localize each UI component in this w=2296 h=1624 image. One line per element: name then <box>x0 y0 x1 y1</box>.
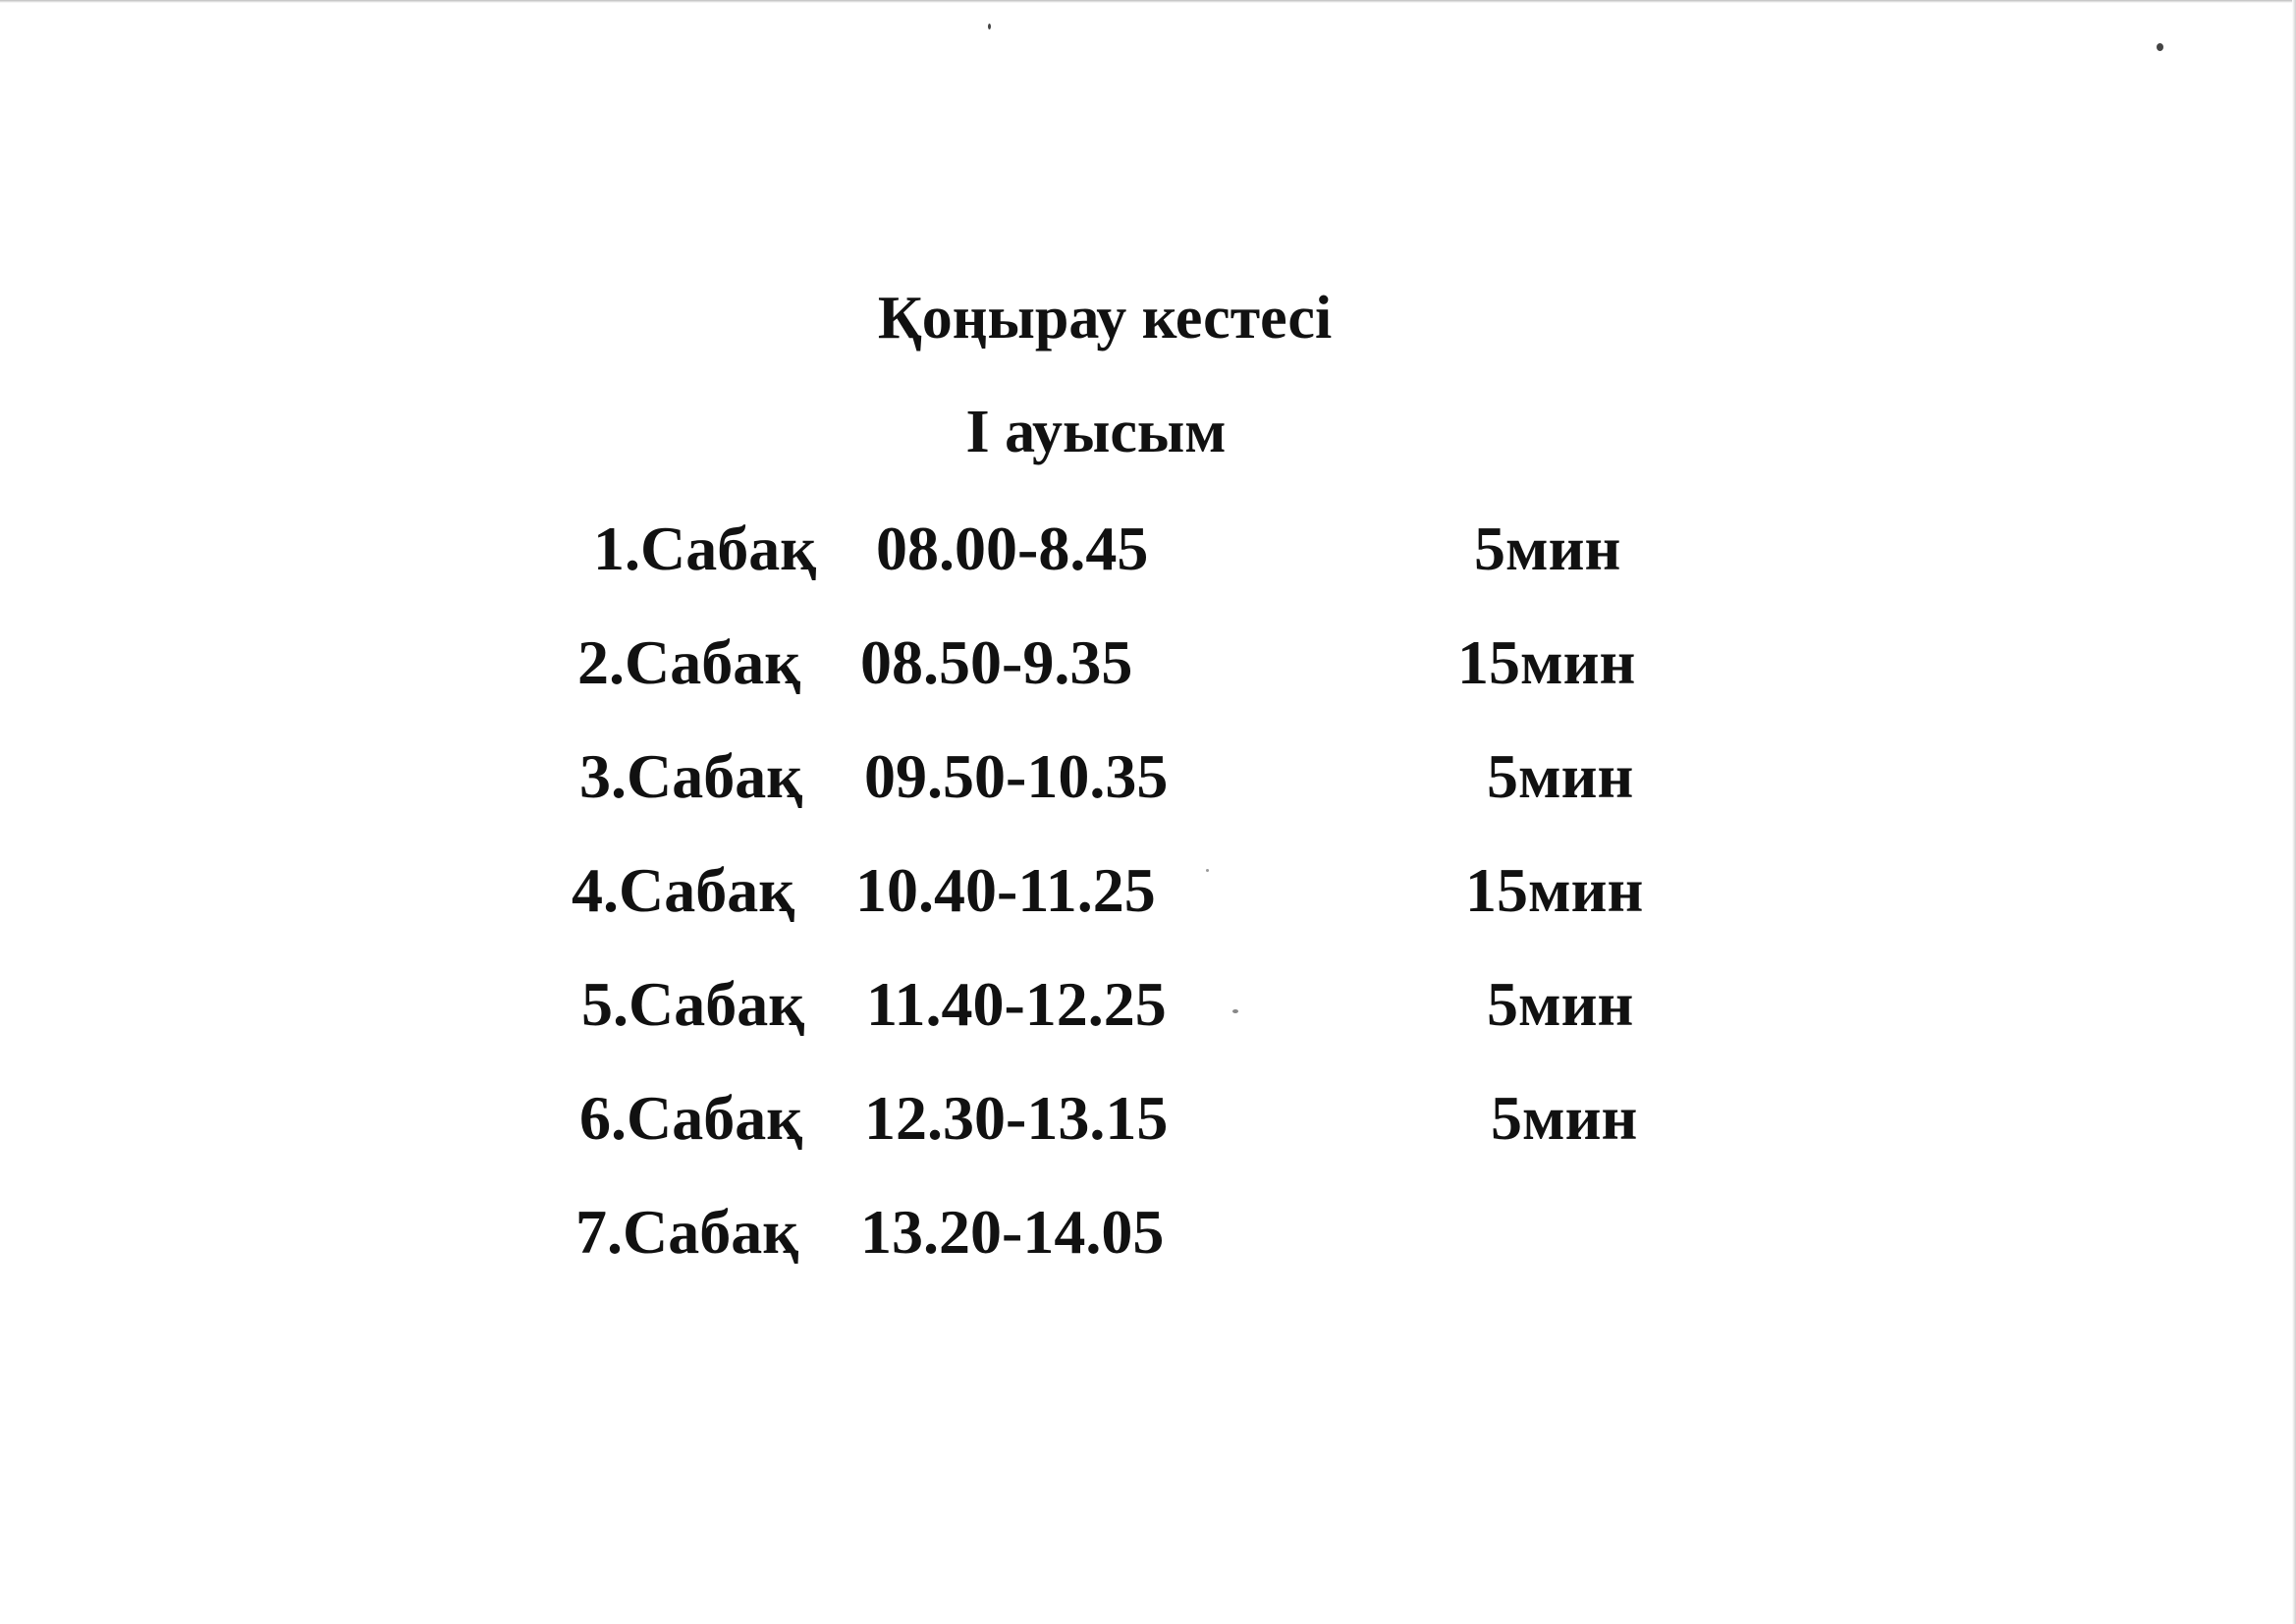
break-duration: 15мин <box>1465 855 1644 925</box>
lesson-label: 4.Сабақ <box>572 855 795 925</box>
lesson-label: 1.Сабақ <box>593 514 817 583</box>
scan-edge-right <box>2292 0 2296 1624</box>
document-title: Қоңырау кестесі <box>877 285 1333 352</box>
break-duration: 5мин <box>1487 741 1634 811</box>
break-duration: 5мин <box>1487 969 1634 1039</box>
lesson-time: 10.40-11.25 <box>855 855 1156 925</box>
lesson-time: 08.50-9.35 <box>860 627 1133 697</box>
scan-speck <box>1206 869 1209 872</box>
break-duration: 5мин <box>1474 514 1621 583</box>
lesson-time: 08.00-8.45 <box>876 514 1149 583</box>
lesson-time: 11.40-12.25 <box>866 969 1167 1039</box>
lesson-label: 3.Сабақ <box>579 741 803 811</box>
lesson-time: 13.20-14.05 <box>860 1197 1165 1267</box>
lesson-label: 2.Сабақ <box>577 627 801 697</box>
scan-speck <box>2157 43 2163 51</box>
lesson-label: 5.Сабақ <box>581 969 805 1039</box>
lesson-time: 09.50-10.35 <box>864 741 1169 811</box>
lesson-label: 6.Сабақ <box>579 1083 803 1153</box>
lesson-time: 12.30-13.15 <box>864 1083 1169 1153</box>
shift-subtitle: І ауысым <box>965 399 1227 465</box>
scan-speck <box>1232 1009 1238 1013</box>
scan-speck <box>988 24 991 29</box>
scan-edge-top <box>0 0 2296 3</box>
break-duration: 15мин <box>1457 627 1636 697</box>
break-duration: 5мин <box>1491 1083 1638 1153</box>
lesson-label: 7.Сабақ <box>575 1197 799 1267</box>
